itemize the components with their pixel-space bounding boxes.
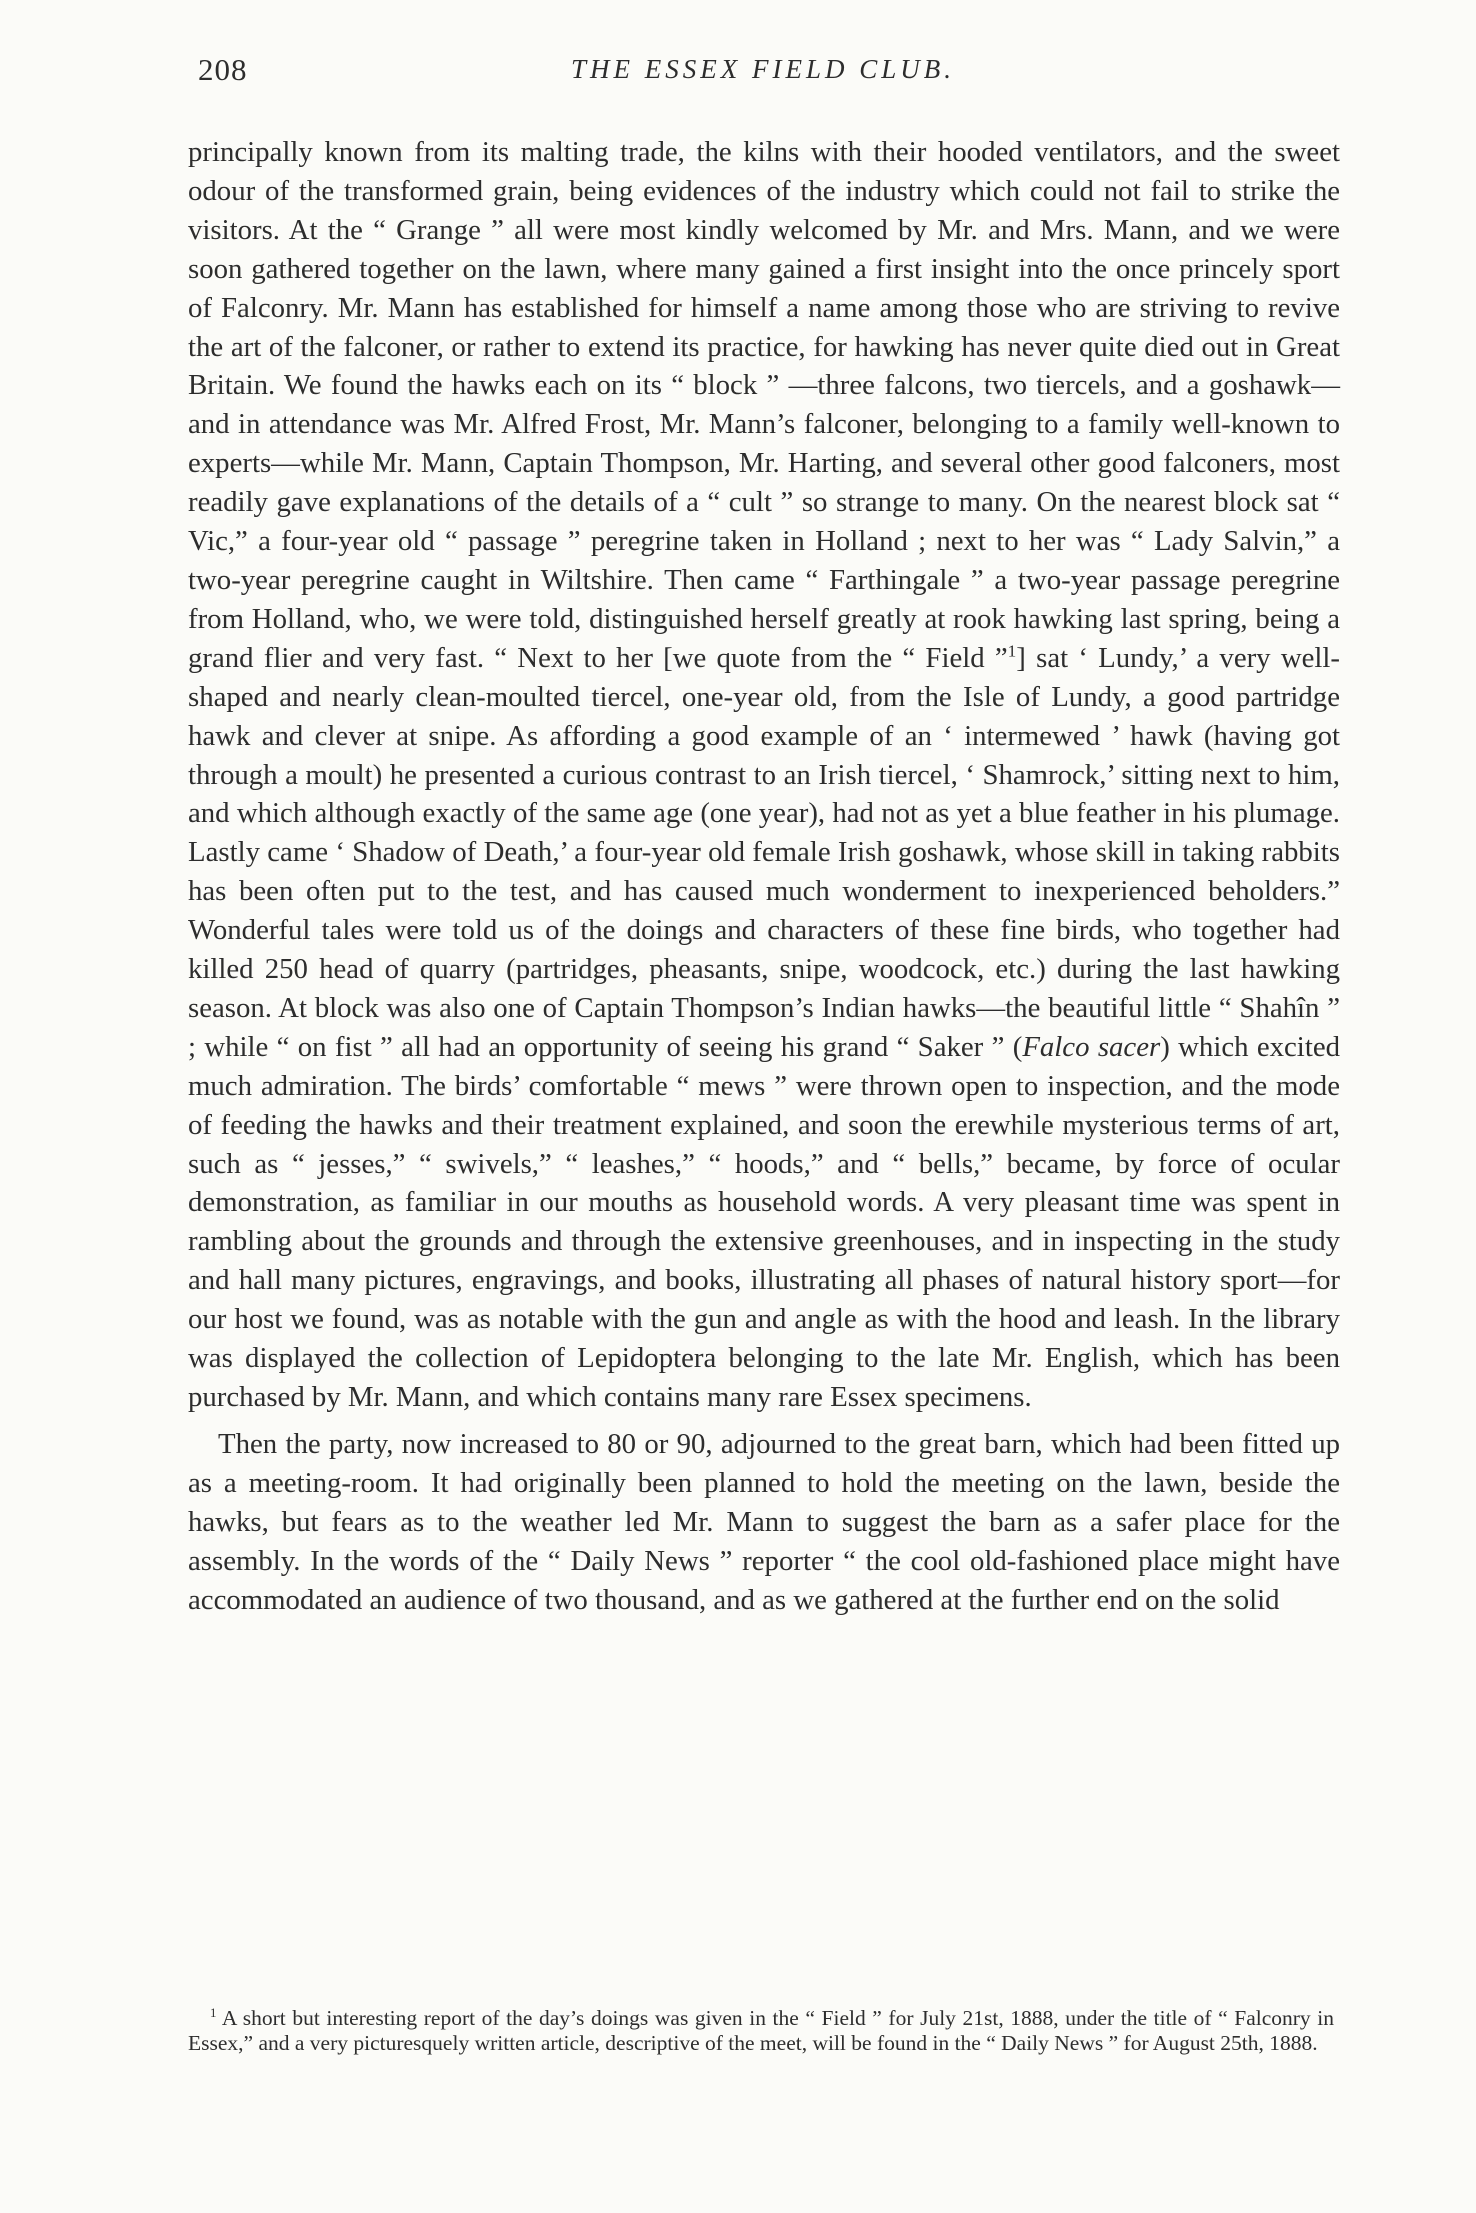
running-head: THE ESSEX FIELD CLUB. — [571, 54, 955, 84]
scientific-name: Falco sacer — [1022, 1030, 1161, 1063]
footnote-reference: 1 — [1007, 641, 1017, 661]
page-number: 208 — [198, 52, 248, 87]
paragraph-1-segment: principally known from its malting trade, the kilns with their hooded ventilators, and the sweet odour of the transformed grain, being evidences of the industry which could not fail to strike the visitors. At the “ Grange ” all were most kindly welcomed by Mr. and Mrs. Mann, and we were soon gathered together on the lawn, where many gained a first insight into the once princely sport of Falconry. Mr. Mann has established for himself a name among those who are striving to revive the art of the falconer, or rather to extend its practice, for hawking has never quite died out in Great Britain. We found the hawks each on its “ block ” —three falcons, two tiercels, and a goshawk—and in attendance was Mr. Alfred Frost, Mr. Mann’s falconer, belonging to a family well-known to experts—while Mr. Mann, Captain Thompson, Mr. Harting, and several other good falconers, most readily gave explanations of the details of a “ cult ” so strange to many. On the nearest block sat “ Vic,” a four-year old “ passage ” peregrine taken in Holland ; next to her was “ Lady Salvin,” a two-year peregrine caught in Wiltshire. Then came “ Farthingale ” a two-year passage peregrine from Holland, who, we were told, distinguished herself greatly at rook hawking last spring, being a grand flier and very fast. “ Next to her [we quote from the “ Field ” — [188, 136, 1340, 674]
paragraph-1-segment: ] sat ‘ Lundy,’ a very well-shaped and nearly clean-moulted tiercel, one-year old, from the Isle of Lundy, a good partridge hawk and clever at snipe. As affording a good example of an ‘ intermewed ’ hawk (having got through a moult) he presented a curious contrast to an Irish tiercel, ‘ Shamrock,’ sitting next to him, and which although exactly of the same age (one year), had not as yet a blue feather in his plumage. Lastly came ‘ Shadow of Death,’ a four-year old female Irish goshawk, whose skill in taking rabbits has been often put to the test, and has caused much wonderment to inexperienced beholders.” Wonderful tales were told us of the doings and characters of these fine birds, who together had killed 250 head of quarry (partridges, pheasants, snipe, woodcock, etc.) during the last hawking season. At block was also one of Captain Thompson’s Indian hawks—the beautiful little “ Shahîn ” ; while “ on fist ” all had an opportunity of seeing his grand “ Saker ” ( — [188, 641, 1340, 1063]
paragraph-1 — [188, 133, 1340, 1417]
paragraph-1-segment: ) which excited much admiration. The birds’ comfortable “ mews ” were thrown open to inspection, and the mode of feeding the hawks and their treatment explained, and soon the erewhile mysterious terms of art, such as “ jesses,” “ swivels,” “ leashes,” “ hoods,” and “ bells,” became, by force of ocular demonstration, as familiar in our mouths as household words. A very pleasant time was spent in rambling about the grounds and through the extensive greenhouses, and in inspecting in the study and hall many pictures, engravings, and books, illustrating all phases of natural history sport—for our host we found, was as notable with the gun and angle as with the hood and leash. In the library was displayed the collection of Lepidoptera belonging to the late Mr. English, which has been purchased by Mr. Mann, and which contains many rare Essex specimens. — [188, 1030, 1340, 1413]
paragraph-2 — [188, 1425, 1340, 1620]
page-header — [198, 52, 1328, 100]
body-text — [188, 133, 1340, 1619]
footnote — [188, 2006, 1334, 2056]
paragraph-2-segment: Then the party, now increased to 80 or 90, adjourned to the great barn, which had been fitted up as a meeting-room. It had originally been planned to hold the meeting on the lawn, beside the hawks, but fears as to the weather led Mr. Mann to suggest the barn as a safer place for the assembly. In the words of the “ Daily News ” reporter “ the cool old-fashioned place might have accommodated an audience of two thousand, and as we gathered at the further end on the solid — [188, 1427, 1340, 1616]
footnote-text: A short but interesting report of the day’s doings was given in the “ Field ” for July 21st, 1888, under the title of “ Falconry in Essex,” and a very picturesquely written article, descriptive of the meet, will be found in the “ Daily News ” for August 25th, 1888. — [188, 2006, 1334, 2055]
footnote-marker: 1 — [210, 2005, 217, 2020]
